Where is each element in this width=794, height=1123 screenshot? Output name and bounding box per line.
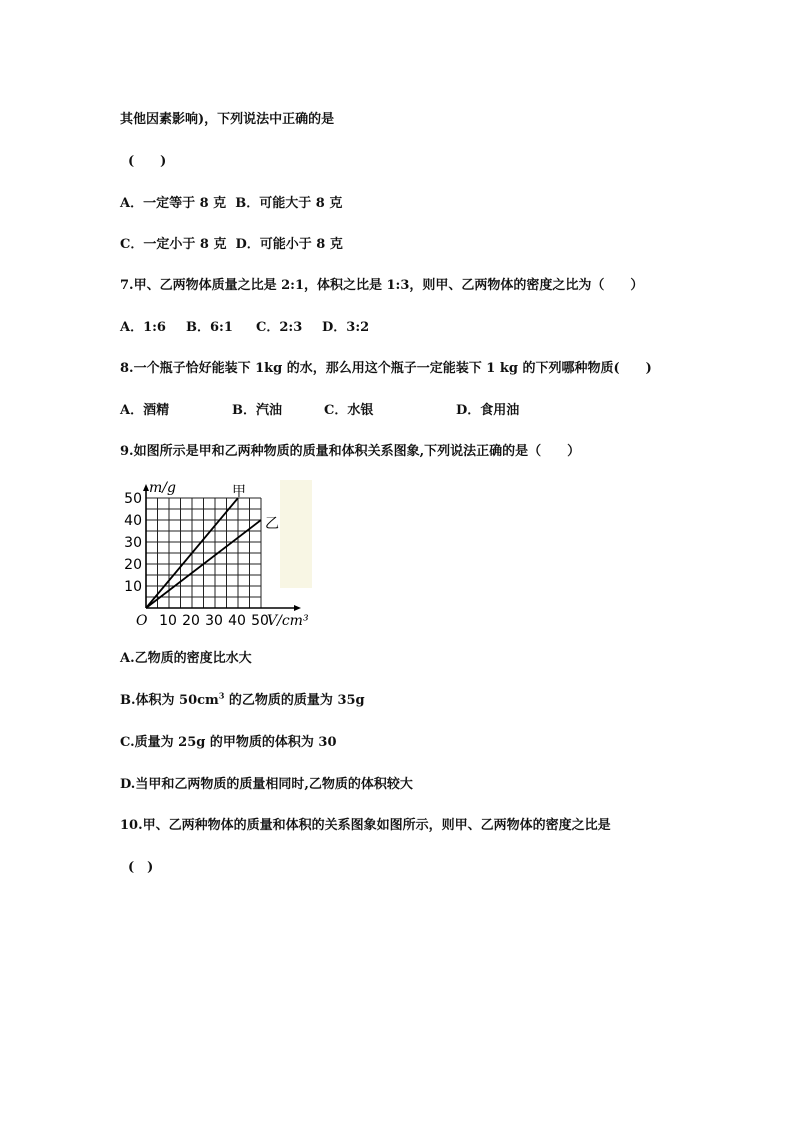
q9-option-d: D.当甲和乙两物质的质量相同时,乙物质的体积较大 bbox=[120, 777, 413, 792]
q9-option-b bbox=[120, 690, 365, 709]
q9-option-a: A.乙物质的密度比水大 bbox=[120, 651, 252, 666]
q9-option-b-text-end: 的乙物质的质量为 35g bbox=[224, 693, 365, 708]
q8-option-a: A．酒精 bbox=[120, 403, 170, 418]
q8-option-c: C．水银 bbox=[324, 403, 374, 418]
x-axis-arrow bbox=[294, 605, 301, 611]
q9-stem: 9.如图所示是甲和乙两种物质的质量和体积关系图象,下列说法正确的是（ ） bbox=[120, 444, 581, 459]
y-tick-label: 30 bbox=[124, 535, 142, 551]
scan-artifact bbox=[280, 480, 312, 588]
q7-option-c: C．2:3 bbox=[256, 320, 303, 335]
q7-option-b: B．6:1 bbox=[186, 320, 233, 335]
q6-stem-continuation: 其他因素影响)，下列说法中正确的是 bbox=[120, 112, 335, 127]
q10-stem: 10.甲、乙两种物体的质量和体积的关系图象如图所示，则甲、乙两物体的密度之比是 bbox=[120, 818, 611, 833]
q6-answer-paren: ( ) bbox=[128, 154, 167, 169]
q9-option-c: C.质量为 25g 的甲物质的体积为 30 bbox=[120, 735, 337, 750]
q7-stem: 7.甲、乙两物体质量之比是 2:1，体积之比是 1:3，则甲、乙两物体的密度之比为（ ） bbox=[120, 278, 644, 293]
q7-option-d: D．3:2 bbox=[322, 320, 370, 335]
q10-answer-paren: ( ) bbox=[128, 860, 154, 875]
q7-option-a: A．1:6 bbox=[120, 320, 166, 335]
x-tick-label: 10 bbox=[159, 613, 177, 629]
y-tick-label: 40 bbox=[124, 513, 142, 529]
y-tick-label: 10 bbox=[124, 579, 142, 595]
mass-volume-chart bbox=[118, 478, 318, 638]
chart-svg bbox=[118, 478, 318, 638]
q8-option-b: B．汽油 bbox=[232, 403, 282, 418]
x-tick-label: 30 bbox=[205, 613, 223, 629]
y-tick-label: 50 bbox=[124, 491, 142, 507]
q8-option-d: D．食用油 bbox=[456, 403, 520, 418]
x-tick-label: 20 bbox=[182, 613, 200, 629]
q9-option-b-superscript: 3 bbox=[218, 690, 225, 701]
x-axis-label: V/cm³ bbox=[267, 613, 309, 629]
series-label-jia: 甲 bbox=[232, 484, 246, 500]
x-tick-label: 40 bbox=[228, 613, 246, 629]
x-tick-label: 50 bbox=[251, 613, 269, 629]
origin-label: O bbox=[136, 613, 148, 629]
q8-stem: 8.一个瓶子恰好能装下 1kg 的水，那么用这个瓶子一定能装下 1 kg 的下列哪种物质( ) bbox=[120, 361, 652, 376]
q9-option-b-text: B.体积为 50cm bbox=[120, 693, 219, 708]
q6-options-cd: C．一定小于 8 克 D．可能小于 8 克 bbox=[120, 237, 343, 252]
y-tick-label: 20 bbox=[124, 557, 142, 573]
q6-options-ab: A．一定等于 8 克 B．可能大于 8 克 bbox=[120, 196, 343, 211]
q7-options bbox=[120, 320, 370, 400]
y-axis-label: m/g bbox=[149, 480, 176, 496]
series-label-yi: 乙 bbox=[265, 516, 279, 532]
